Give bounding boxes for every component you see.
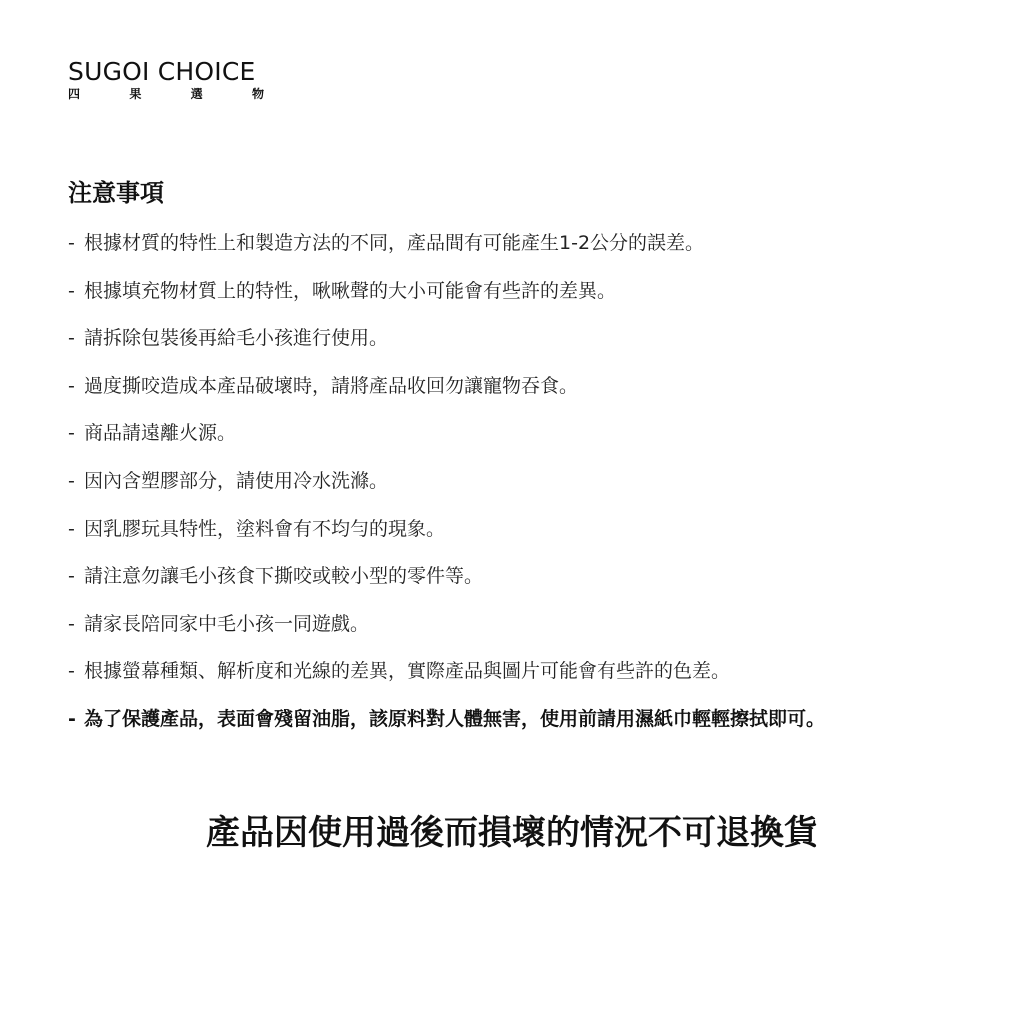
notice-item	[68, 418, 988, 466]
notice-item	[68, 228, 988, 276]
notice-item-text: 請注意勿讓毛小孩食下撕咬或較小型的零件等。	[84, 565, 484, 588]
notice-item	[68, 466, 988, 514]
notice-item	[68, 561, 988, 609]
notice-list	[68, 228, 988, 752]
notice-item-text: 因內含塑膠部分，請使用冷水洗滌。	[84, 469, 389, 492]
list-bullet-dash: -	[68, 612, 75, 635]
notice-item	[68, 323, 988, 371]
list-bullet-dash: -	[68, 660, 75, 683]
brand-subtitle-char: 物	[251, 87, 264, 101]
list-bullet-dash: -	[68, 565, 75, 588]
notice-item-text: 請拆除包裝後再給毛小孩進行使用。	[84, 327, 389, 350]
brand-subtitle	[68, 87, 264, 101]
brand-subtitle-char: 選	[190, 87, 203, 101]
notice-item	[68, 276, 988, 324]
no-return-notice: 產品因使用過後而損壞的情況不可退換貨	[206, 813, 818, 853]
notice-item	[68, 656, 988, 704]
list-bullet-dash: -	[68, 469, 75, 492]
list-bullet-dash: -	[68, 232, 75, 254]
list-bullet-dash: -	[68, 422, 75, 445]
notice-item-text: 因乳膠玩具特性，塗料會有不均勻的現象。	[84, 517, 446, 540]
notice-item	[68, 371, 988, 419]
notice-item-text: 為了保護產品，表面會殘留油脂，該原料對人體無害，使用前請用濕紙巾輕輕擦拭即可。	[84, 707, 826, 730]
notice-item-text: 過度撕咬造成本產品破壞時，請將產品收回勿讓寵物吞食。	[84, 374, 579, 397]
notice-item-text: 商品請遠離火源。	[84, 422, 237, 445]
notice-item	[68, 704, 988, 752]
brand-logo	[68, 58, 268, 101]
notice-item-text: 根據材質的特性上和製造方法的不同，產品間有可能產生1-2公分的誤差。	[84, 232, 705, 254]
list-bullet-dash: -	[68, 279, 75, 302]
brand-subtitle-char: 四	[68, 87, 81, 101]
notice-item	[68, 514, 988, 562]
list-bullet-dash: -	[68, 374, 75, 397]
list-bullet-dash: -	[68, 517, 75, 540]
notice-item	[68, 609, 988, 657]
brand-subtitle-char: 果	[129, 87, 142, 101]
notice-item-text: 根據螢幕種類、解析度和光線的差異，實際產品與圖片可能會有些許的色差。	[84, 660, 731, 683]
notice-title: 注意事項	[68, 179, 164, 207]
brand-name: SUGOI CHOICE	[68, 57, 256, 86]
notice-item-text: 根據填充物材質上的特性，啾啾聲的大小可能會有些許的差異。	[84, 279, 617, 302]
list-bullet-dash: -	[68, 707, 76, 730]
list-bullet-dash: -	[68, 327, 75, 350]
notice-item-text: 請家長陪同家中毛小孩一同遊戲。	[84, 612, 370, 635]
